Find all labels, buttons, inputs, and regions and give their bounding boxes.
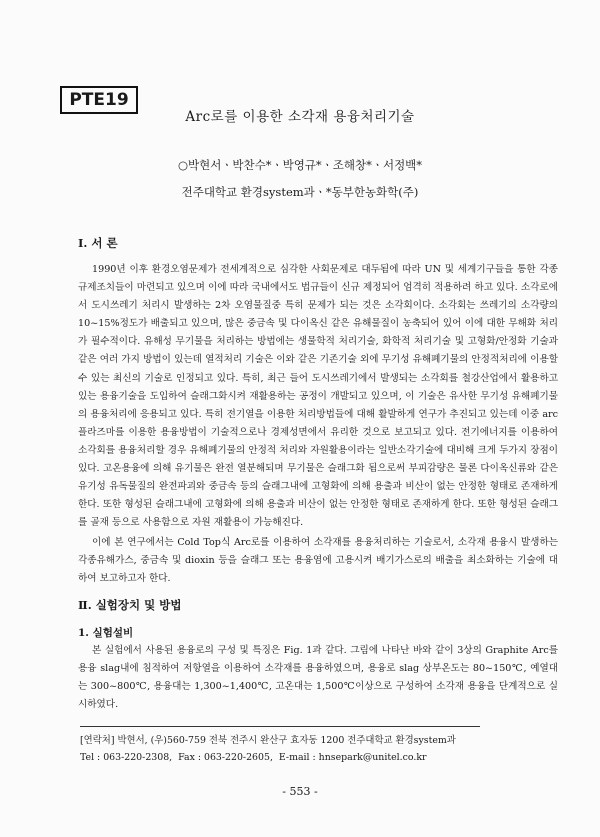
author-list: ○박현서ㆍ박찬수*ㆍ박영규*ㆍ조해창*ㆍ서정백* [177, 158, 423, 172]
section-heading-introduction: Ⅰ. 서 론 [78, 236, 118, 250]
footnote-divider [80, 726, 480, 727]
contact-line-address: [연락처] 박현서, (우)560-759 전북 전주시 완산구 효자동 1200 전주대학교 환경system과 [80, 735, 456, 746]
paper-code-box: PTE19 [60, 86, 138, 114]
affiliation: 전주대학교 환경system과ㆍ*동부한농화학(주) [181, 185, 419, 199]
contact-line-phone: Tel : 063-220-2308, Fax : 063-220-2605, E-mail : hnsepark@unitel.co.kr [80, 752, 427, 763]
intro-paragraph-1: 1990년 이후 환경오염문제가 전세계적으로 심각한 사회문제로 대두됨에 따라 UN 및 세계기구들을 통한 각종 규제조치들이 마련되고 있으며 이에 따라 국내에서도 법규들이 신규 제정되어 엄격히 적용하려 하고 있다. 소각로에서 도시쓰레기 처리시 발생하는 2차 오염물질중 특히 문제가 되는 것은 소각회이다. 소각회는 쓰레기의 소각량의 10~15%정도가 배출되고 있으며, 많은 중금속 및 다이옥신 같은 유해물질이 농축되어 있어 이에 대한 무해화 처리가 필수적이다. 유해성 무기물을 처리하는 방법에는 생물학적 처리기술, 화학적 처리기술 및 고형화/안정화 기술과 같은 여러 가지 방법이 있는데 열적처리 기술은 이와 같은 기존기술 외에 무기성 유해폐기물의 안정적처리에 이용할 수 있는 최신의 기술로 인정되고 있다. 특히, 최근 들어 도시쓰레기에서 발생되는 소각회를 철강산업에서 활용하고 있는 용융기술을 도입하여 슬래그화시켜 재활용하는 공정이 개발되고 있으며, 이 기술은 유사한 무기성 유해폐기물의 용융처리에 응용되고 있다. 특히 전기열을 이용한 처리방법들에 대해 활발하게 연구가 추진되고 있는데 이중 arc 플라즈마를 이용한 용융방법이 기술적으로나 경제성면에서 유리한 것으로 보고되고 있다. 전기에너지를 이용하여 소각회를 용융처리할 경우 유해폐기물의 안정적 처리와 자원활용이라는 일반소각기술에 대비해 크게 두가지 장점이 있다. 고온용융에 의해 유기물은 완전 열분해되며 무기물은 슬래그화 됨으로써 부피감량은 물론 다이옥신류와 같은 유기성 유독물질의 완전파괴와 중금속 등의 슬래그내에 고형화에 의해 용출과 비산이 없는 안정한 형태로 존재하게 한다. 또한 형성된 슬래그내에 고형화에 의해 용출과 비산이 없는 안정한 형태로 존재하게 한다. 또한 형성된 슬래그를 골재 등으로 사용함으로 자원 재활용이 가능해진다. [78, 264, 558, 529]
section-heading-methods: Ⅱ. 실험장치 및 방법 [78, 598, 182, 612]
paper-title: Arc로를 이용한 소각재 용융처리기술 [185, 109, 415, 125]
page-number: - 553 - [282, 785, 318, 798]
intro-paragraph-2: 이에 본 연구에서는 Cold Top식 Arc로를 이용하여 소각재를 용융처리하는 기술로서, 소각재 용융시 발생하는 각종유해가스, 중금속 및 dioxin 등을 슬래그 또는 용융염에 고용시켜 배기가스로의 배출을 최소화하는 기술에 대하여 보고하고자 한다. [78, 537, 558, 585]
methods-paragraph-1: 본 실험에서 사용된 용융로의 구성 및 특징은 Fig. 1과 같다. 그림에 나타난 바와 같이 3상의 Graphite Arc를 용융 slag내에 침적하여 저항열을 이용하여 소각재를 용융하였으며, 용융로 slag 상부온도는 80~150℃, 예열대는 300~800℃, 용융대는 1,300~1,400℃, 고온대는 1,500℃이상으로 구성하여 소각재 용융을 단계적으로 실시하였다. [78, 645, 558, 711]
subsection-heading-equipment: 1. 실험설비 [78, 627, 134, 639]
